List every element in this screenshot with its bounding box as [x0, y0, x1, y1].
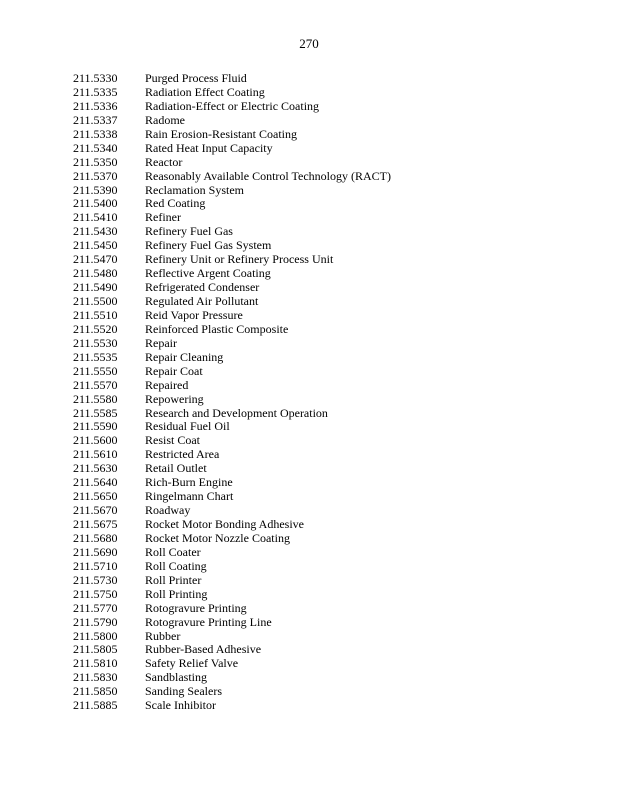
section-number: 211.5450 — [73, 238, 118, 253]
list-item — [73, 281, 391, 295]
defined-term: Roadway — [145, 503, 191, 518]
section-number: 211.5770 — [73, 600, 118, 615]
list-item — [73, 588, 391, 602]
section-number: 211.5500 — [73, 294, 118, 308]
section-number: 211.5530 — [73, 335, 118, 350]
section-number: 211.5336 — [73, 98, 118, 113]
section-number: 211.5550 — [73, 363, 118, 378]
list-item — [73, 685, 391, 699]
section-number: 211.5400 — [73, 196, 118, 211]
defined-term: Radome — [145, 112, 185, 127]
list-item — [73, 267, 391, 281]
section-number: 211.5885 — [73, 698, 118, 713]
defined-term: Rocket Motor Nozzle Coating — [145, 530, 290, 545]
defined-term: Research and Development Operation — [145, 405, 328, 420]
list-item — [73, 407, 391, 421]
defined-term: Repair Cleaning — [145, 349, 224, 364]
defined-term: Rich-Burn Engine — [145, 475, 233, 490]
list-item — [73, 574, 391, 588]
list-item — [73, 393, 391, 407]
section-number: 211.5710 — [73, 558, 118, 573]
defined-term: Sanding Sealers — [145, 684, 222, 699]
defined-term: Rain Erosion-Resistant Coating — [145, 126, 297, 141]
section-number: 211.5520 — [73, 321, 118, 336]
defined-term: Red Coating — [145, 196, 206, 211]
list-item — [73, 365, 391, 379]
section-number: 211.5630 — [73, 461, 118, 476]
list-item — [73, 671, 391, 685]
section-number: 211.5805 — [73, 642, 118, 657]
defined-term: Refinery Unit or Refinery Process Unit — [145, 252, 334, 267]
list-item — [73, 128, 391, 142]
section-number: 211.5410 — [73, 210, 118, 225]
defined-term: Radiation Effect Coating — [145, 84, 265, 99]
defined-term: Reflective Argent Coating — [145, 266, 271, 281]
list-item — [73, 504, 391, 518]
list-item — [73, 211, 391, 225]
section-number: 211.5580 — [73, 391, 118, 406]
section-number: 211.5680 — [73, 530, 118, 545]
section-number: 211.5340 — [73, 140, 118, 155]
defined-term: Rocket Motor Bonding Adhesive — [145, 517, 304, 531]
list-item — [73, 114, 391, 128]
section-number: 211.5335 — [73, 84, 118, 99]
definitions-list — [73, 72, 391, 713]
defined-term: Regulated Air Pollutant — [145, 294, 259, 308]
section-number: 211.5390 — [73, 182, 118, 197]
section-number: 211.5730 — [73, 572, 118, 587]
list-item — [73, 156, 391, 170]
defined-term: Repaired — [145, 377, 189, 392]
section-number: 211.5650 — [73, 489, 118, 504]
defined-term: Reactor — [145, 154, 183, 169]
list-item — [73, 337, 391, 351]
defined-term: Residual Fuel Oil — [145, 419, 230, 434]
list-item — [73, 518, 391, 532]
section-number: 211.5510 — [73, 307, 118, 322]
defined-term: Roll Coating — [145, 558, 207, 573]
list-item — [73, 239, 391, 253]
section-number: 211.5670 — [73, 503, 118, 518]
list-item — [73, 462, 391, 476]
section-number: 211.5640 — [73, 475, 118, 490]
defined-term: Reclamation System — [145, 182, 244, 197]
list-item — [73, 643, 391, 657]
section-number: 211.5790 — [73, 614, 118, 629]
list-item — [73, 309, 391, 323]
list-item — [73, 170, 391, 184]
section-number: 211.5490 — [73, 280, 118, 295]
defined-term: Purged Process Fluid — [145, 71, 247, 85]
section-number: 211.5830 — [73, 670, 118, 685]
defined-term: Rated Heat Input Capacity — [145, 140, 273, 155]
list-item — [73, 657, 391, 671]
list-item — [73, 184, 391, 198]
list-item — [73, 323, 391, 337]
list-item — [73, 253, 391, 267]
section-number: 211.5430 — [73, 224, 118, 239]
section-number: 211.5610 — [73, 447, 118, 462]
section-number: 211.5590 — [73, 419, 118, 434]
defined-term: Rubber — [145, 628, 181, 643]
defined-term: Refiner — [145, 210, 181, 225]
list-item — [73, 602, 391, 616]
list-item — [73, 630, 391, 644]
defined-term: Refinery Fuel Gas System — [145, 238, 272, 253]
section-number: 211.5800 — [73, 628, 118, 643]
defined-term: Ringelmann Chart — [145, 489, 234, 504]
defined-term: Radiation-Effect or Electric Coating — [145, 98, 320, 113]
section-number: 211.5338 — [73, 126, 118, 141]
section-number: 211.5750 — [73, 586, 118, 601]
section-number: 211.5600 — [73, 433, 118, 448]
section-number: 211.5810 — [73, 656, 118, 671]
section-number: 211.5370 — [73, 168, 118, 183]
section-number: 211.5480 — [73, 266, 118, 281]
defined-term: Restricted Area — [145, 447, 220, 462]
defined-term: Sandblasting — [145, 670, 207, 685]
defined-term: Rotogravure Printing — [145, 600, 247, 615]
section-number: 211.5675 — [73, 517, 118, 531]
list-item — [73, 546, 391, 560]
defined-term: Roll Coater — [145, 544, 201, 559]
section-number: 211.5570 — [73, 377, 118, 392]
list-item — [73, 448, 391, 462]
defined-term: Roll Printer — [145, 572, 202, 587]
list-item — [73, 434, 391, 448]
section-number: 211.5470 — [73, 252, 118, 267]
list-item — [73, 616, 391, 630]
list-item — [73, 72, 391, 86]
list-item — [73, 295, 391, 309]
list-item — [73, 476, 391, 490]
section-number: 211.5850 — [73, 684, 118, 699]
list-item — [73, 560, 391, 574]
defined-term: Roll Printing — [145, 586, 208, 601]
list-item — [73, 142, 391, 156]
section-number: 211.5350 — [73, 154, 118, 169]
defined-term: Safety Relief Valve — [145, 656, 239, 671]
defined-term: Reid Vapor Pressure — [145, 307, 243, 322]
page-number: 270 — [299, 36, 319, 51]
defined-term: Resist Coat — [145, 433, 201, 448]
defined-term: Reasonably Available Control Technology (RACT) — [145, 168, 392, 183]
list-item — [73, 699, 391, 713]
defined-term: Rotogravure Printing Line — [145, 614, 272, 629]
section-number: 211.5330 — [73, 71, 118, 85]
list-item — [73, 379, 391, 393]
defined-term: Retail Outlet — [145, 461, 207, 476]
defined-term: Scale Inhibitor — [145, 698, 216, 713]
list-item — [73, 532, 391, 546]
defined-term: Repair — [145, 335, 177, 350]
defined-term: Refrigerated Condenser — [145, 280, 260, 295]
defined-term: Refinery Fuel Gas — [145, 224, 233, 239]
defined-term: Repowering — [145, 391, 204, 406]
list-item — [73, 351, 391, 365]
section-number: 211.5585 — [73, 405, 118, 420]
list-item — [73, 225, 391, 239]
list-item — [73, 86, 391, 100]
defined-term: Repair Coat — [145, 363, 203, 378]
section-number: 211.5690 — [73, 544, 118, 559]
list-item — [73, 197, 391, 211]
list-item — [73, 490, 391, 504]
defined-term: Reinforced Plastic Composite — [145, 321, 289, 336]
defined-term: Rubber-Based Adhesive — [145, 642, 262, 657]
section-number: 211.5337 — [73, 112, 118, 127]
section-number: 211.5535 — [73, 349, 118, 364]
list-item — [73, 100, 391, 114]
list-item — [73, 420, 391, 434]
